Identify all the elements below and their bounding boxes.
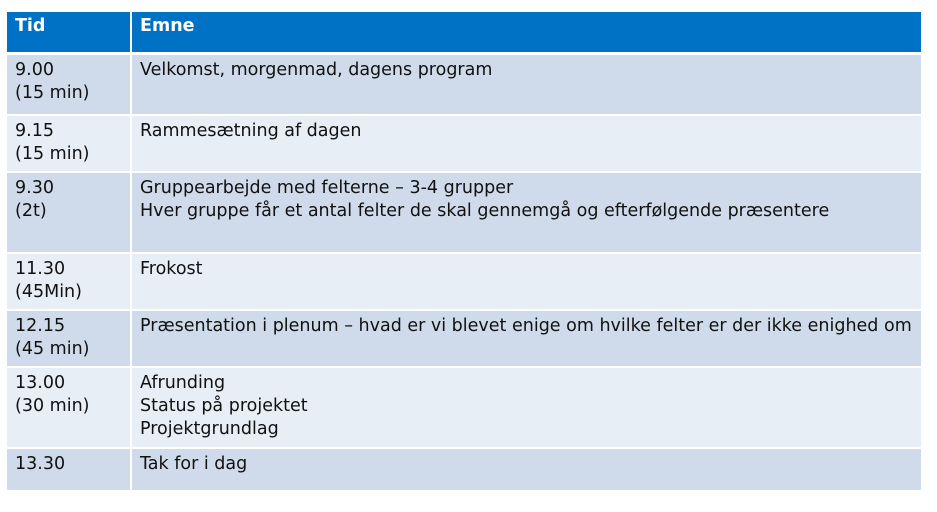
duration-value: (30 min)	[15, 396, 90, 416]
table-row	[7, 367, 921, 448]
time-cell	[7, 310, 131, 367]
topic-line: Hver gruppe får et antal felter de skal gennemgå og efterfølgende præsentere	[140, 201, 830, 221]
duration-value: (15 min)	[15, 82, 90, 103]
table-row	[7, 53, 921, 115]
topic-line: Tak for i dag	[140, 454, 248, 474]
time-value: 11.30	[15, 259, 66, 279]
topic-line: Afrunding	[140, 373, 226, 393]
time-value: 13.30	[15, 454, 66, 474]
time-cell	[7, 172, 131, 253]
topic-cell	[131, 115, 921, 172]
topic-line: Gruppearbejde med felterne – 3-4 grupper	[140, 178, 514, 198]
topic-line: Projektgrundlag	[140, 419, 279, 439]
time-cell	[7, 367, 131, 448]
time-cell	[7, 53, 131, 115]
topic-line: Rammesætning af dagen	[140, 121, 362, 141]
table-row	[7, 310, 921, 367]
duration-value: (45 min)	[15, 339, 90, 359]
time-cell	[7, 253, 131, 310]
topic-cell	[131, 53, 921, 115]
duration-value: (2t)	[15, 201, 47, 221]
topic-cell	[131, 253, 921, 310]
topic-cell	[131, 172, 921, 253]
header-row	[7, 12, 921, 53]
topic-line: Frokost	[140, 259, 203, 279]
table-row	[7, 115, 921, 172]
time-cell	[7, 448, 131, 491]
topic-line: Velkomst, morgenmad, dagens program	[140, 59, 493, 80]
time-value: 13.00	[15, 373, 66, 393]
duration-value: (45Min)	[15, 282, 82, 302]
time-value: 12.15	[15, 316, 66, 336]
agenda-table	[7, 12, 921, 492]
duration-value: (15 min)	[15, 144, 90, 164]
topic-cell	[131, 310, 921, 367]
header-topic: Emne	[131, 12, 921, 53]
table-row	[7, 448, 921, 491]
table-row	[7, 172, 921, 253]
topic-line: Status på projektet	[140, 396, 308, 416]
topic-line: Præsentation i plenum – hvad er vi blevet enige om hvilke felter er der ikke enighed om	[140, 316, 912, 336]
topic-cell	[131, 367, 921, 448]
time-value: 9.30	[15, 178, 54, 198]
time-value: 9.15	[15, 121, 54, 141]
topic-cell	[131, 448, 921, 491]
header-time: Tid	[7, 12, 131, 53]
time-value: 9.00	[15, 59, 54, 80]
table-row	[7, 253, 921, 310]
time-cell	[7, 115, 131, 172]
